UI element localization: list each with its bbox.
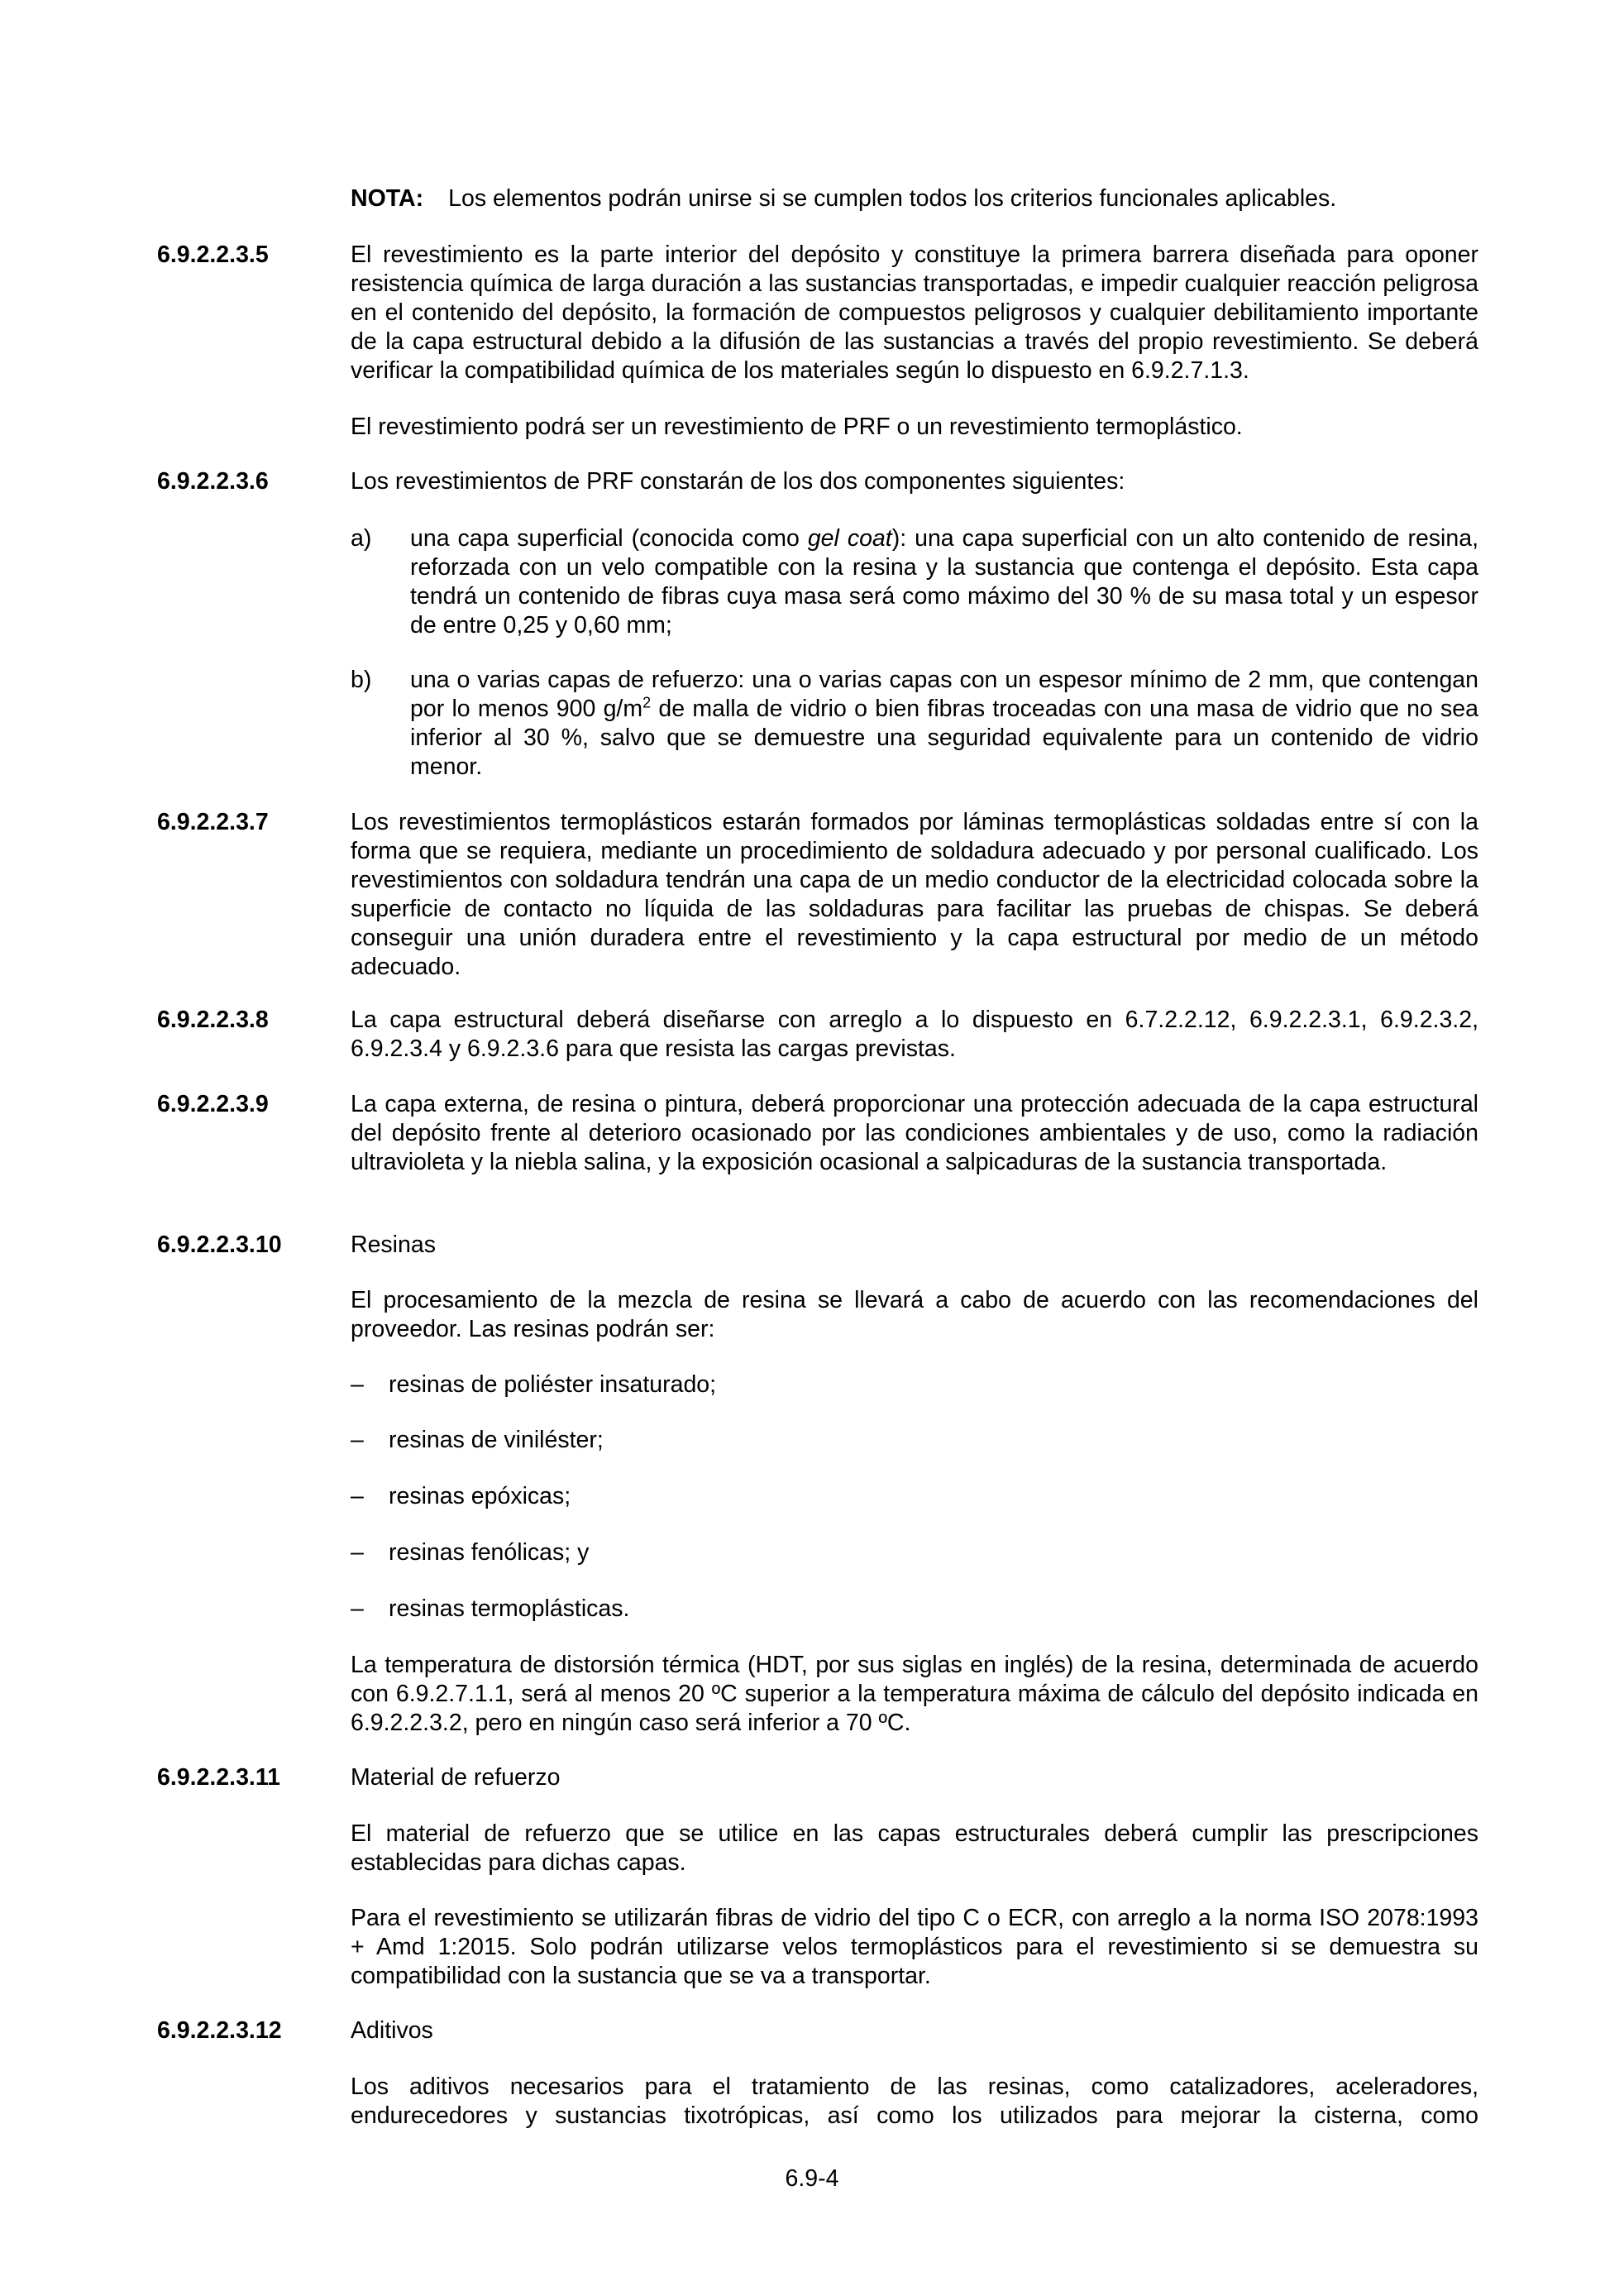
section-5-paragraph-2: El revestimiento podrá ser un revestimiento de PRF o un revestimiento termoplástico.	[351, 414, 1243, 440]
section-12-title: Aditivos	[351, 2017, 433, 2044]
note-label: NOTA:	[351, 185, 424, 212]
section-11-paragraph-2: Para el revestimiento se utilizarán fibras de vidrio del tipo C o ECR, con arreglo a la norma ISO 2078:1993 + Amd 1:2015. Solo podrán utilizarse velos termoplásticos para el revestimiento si se demuestra su compatibilidad con la sustancia que se va a transportar.	[351, 1905, 1478, 1989]
section-number-8: 6.9.2.2.3.8	[157, 1007, 269, 1033]
section-number-7: 6.9.2.2.3.7	[157, 809, 269, 835]
note-text: Los elementos podrán unirse si se cumplen todos los criterios funcionales aplicables.	[448, 185, 1337, 212]
item-b-text: una o varias capas de refuerzo: una o varias capas con un espesor mínimo de 2 mm, que contengan por lo menos 900 $g/m^2$ de malla de vidrio o bien fibras troceadas con una masa de vidrio que no sea inferior al 30 %, salvo que se demuestre una seguridad equivalente para un contenido de vidrio menor.	[410, 667, 1479, 780]
list-dash: –	[351, 1371, 364, 1398]
section-number-12: 6.9.2.2.3.12	[157, 2017, 282, 2044]
list-dash: –	[351, 1539, 364, 1566]
item-b-marker: b)	[351, 667, 372, 693]
section-number-6: 6.9.2.2.3.6	[157, 468, 269, 495]
resin-list-item: resinas epóxicas;	[389, 1483, 571, 1509]
list-dash: –	[351, 1427, 364, 1453]
gel-coat-term: gel coat	[807, 525, 892, 552]
section-number-9: 6.9.2.2.3.9	[157, 1091, 269, 1117]
section-7-text: Los revestimientos termoplásticos estarán formados por láminas termoplásticas soldadas entre sí con la forma que se requiera, mediante un procedimiento de soldadura adecuado y por personal cualificado. Los revestimientos con soldadura tendrán una capa de un medio conductor de la electricidad colocada sobre la superficie de contacto no líquida de las soldaduras para facilitar las pruebas de chispas. Se deberá conseguir una unión duradera entre el revestimiento y la capa estructural por medio de un método adecuado.	[351, 809, 1478, 980]
resin-list-item: resinas fenólicas; y	[389, 1539, 590, 1566]
section-number-5: 6.9.2.2.3.5	[157, 242, 269, 268]
section-8-text: La capa estructural deberá diseñarse con arreglo a lo dispuesto en 6.7.2.2.12, 6.9.2.2.3.1, 6.9.2.3.2, 6.9.2.3.4 y 6.9.2.3.6 para que resista las cargas previstas.	[351, 1007, 1478, 1062]
section-12-text: Los aditivos necesarios para el tratamiento de las resinas, como catalizadores, aceleradores, endurecedores y sustancias tixotrópicas, así como los utilizados para mejorar la cisterna, como	[351, 2074, 1478, 2129]
section-number-10: 6.9.2.2.3.10	[157, 1232, 282, 1258]
section-11-title: Material de refuerzo	[351, 1764, 561, 1791]
list-dash: –	[351, 1483, 364, 1509]
item-a-marker: a)	[351, 525, 372, 552]
resin-list-item: resinas de viniléster;	[389, 1427, 604, 1453]
section-6-intro: Los revestimientos de PRF constarán de los dos componentes siguientes:	[351, 468, 1125, 495]
resin-list-item: resinas de poliéster insaturado;	[389, 1371, 717, 1398]
section-11-paragraph-1: El material de refuerzo que se utilice en las capas estructurales deberá cumplir las prescripciones establecidas para dichas capas.	[351, 1820, 1478, 1876]
section-number-11: 6.9.2.2.3.11	[157, 1764, 280, 1791]
list-dash: –	[351, 1595, 364, 1622]
page-number: 6.9-4	[785, 2165, 839, 2192]
section-9-text: La capa externa, de resina o pintura, deberá proporcionar una protección adecuada de la capa estructural del depósito frente al deterioro ocasionado por las condiciones ambientales y de uso, como la radiación ultravioleta y la niebla salina, y la exposición ocasional a salpicaduras de la sustancia transportada.	[351, 1091, 1478, 1175]
section-10-intro: El procesamiento de la mezcla de resina se llevará a cabo de acuerdo con las recomendaciones del proveedor. Las resinas podrán ser:	[351, 1287, 1478, 1342]
resin-list-item: resinas termoplásticas.	[389, 1595, 630, 1622]
section-10-closing: La temperatura de distorsión térmica (HDT, por sus siglas en inglés) de la resina, determinada de acuerdo con 6.9.2.7.1.1, será al menos 20 ºC superior a la temperatura máxima de cálculo del depósito indicada en 6.9.2.2.3.2, pero en ningún caso será inferior a 70 ºC.	[351, 1652, 1478, 1736]
note	[351, 184, 1478, 213]
section-10-title: Resinas	[351, 1232, 436, 1258]
section-5-paragraph-1: El revestimiento es la parte interior del depósito y constituye la primera barrera diseñada para oponer resistencia química de larga duración a las sustancias transportadas, e impedir cualquier reacción peligrosa en el contenido del depósito, la formación de compuestos peligrosos y cualquier debilitamiento importante de la capa estructural debido a la difusión de las sustancias a través del propio revestimiento. Se deberá verificar la compatibilidad química de los materiales según lo dispuesto en 6.9.2.7.1.3.	[351, 242, 1478, 384]
item-a-text: una capa superficial (conocida como gel coat): una capa superficial con un alto contenido de resina, reforzada con un velo compatible con la resina y la sustancia que contenga el depósito. Esta capa tendrá un contenido de fibras cuya masa será como máximo del 30 % de su masa total y un espesor de entre 0,25 y 0,60 mm;	[410, 525, 1479, 639]
